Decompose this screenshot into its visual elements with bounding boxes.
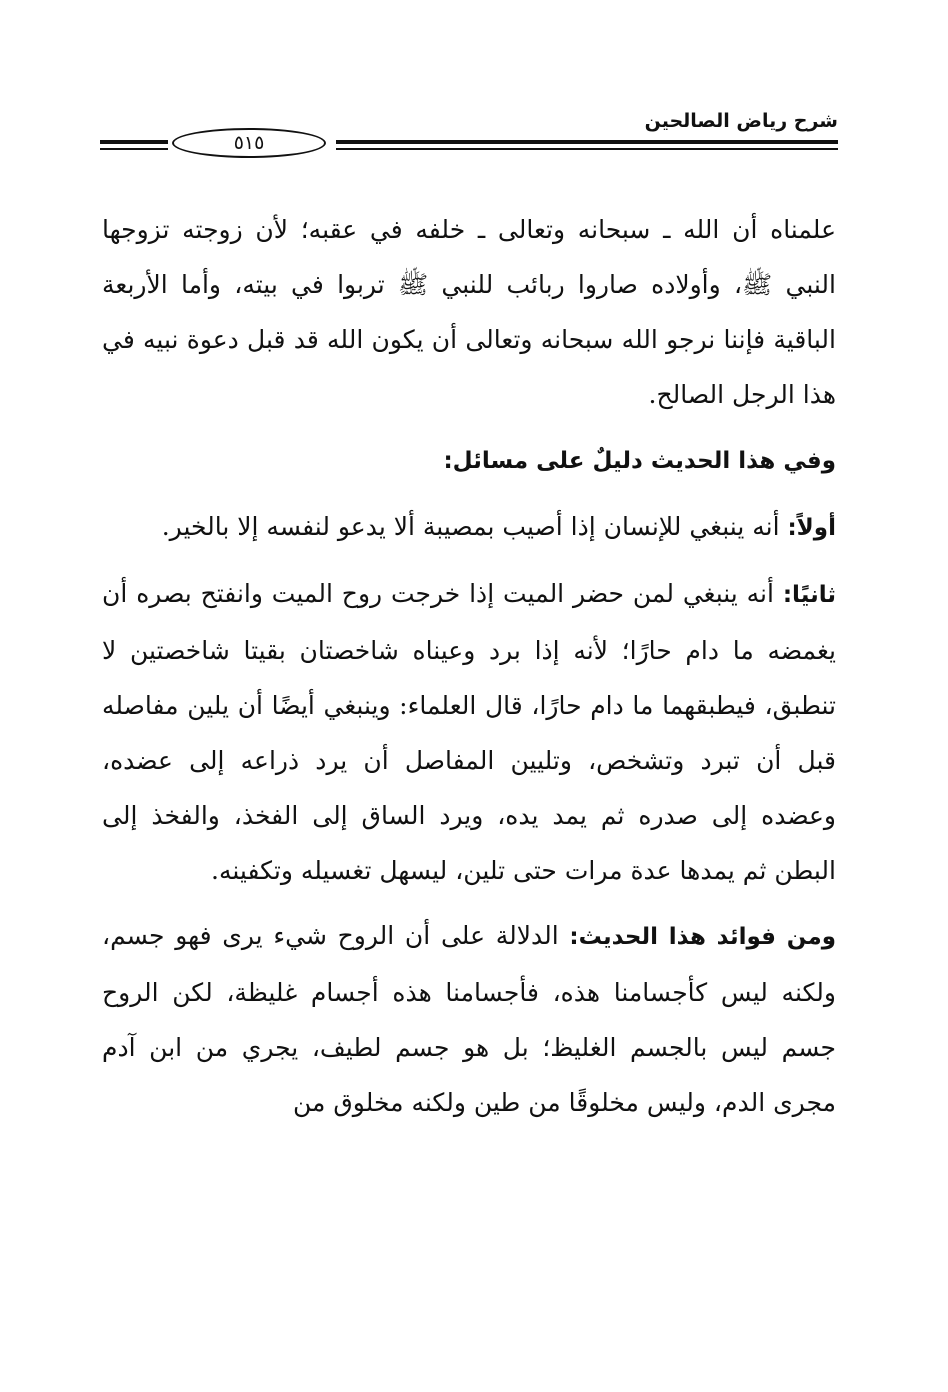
header-rule-right-thick: [336, 140, 838, 144]
paragraph-2: [102, 432, 836, 489]
body-text: [102, 202, 836, 1140]
running-header: [100, 108, 838, 158]
paragraph-3-text: أنه ينبغي للإنسان إذا أصيب بمصيبة ألا يدعو لنفسه إلا بالخير.: [161, 512, 788, 541]
header-rule-left-thin: [100, 148, 168, 150]
paragraph-5-text: الدلالة على أن الروح شيء يرى فهو جسم، ولكنه ليس كأجسامنا هذه، فأجسامنا هذه أجسام غليظة، لكن الروح جسم ليس بالجسم الغليظ؛ بل هو جسم لطيف، يجري من ابن آدم مجرى الدم، وليس مخلوقًا من طين ولكنه مخلوق من: [102, 921, 836, 1117]
paragraph-1-text: علمناه أن الله ـ سبحانه وتعالى ـ خلفه في عقبه؛ لأن زوجته تزوجها النبي ﷺ، وأولاده صاروا ربائب للنبي ﷺ تربوا في بيته، وأما الأربعة الباقية فإننا نرجو الله سبحانه وتعالى أن يكون الله قد قبل دعوة نبيه في هذا الرجل الصالح.: [102, 215, 836, 409]
running-title: شرح رياض الصالحين: [644, 110, 838, 132]
paragraph-4: [102, 566, 836, 898]
paragraph-3-lead: أولاً:: [787, 515, 836, 541]
paragraph-3: [102, 499, 836, 556]
header-rule-right-thin: [336, 148, 838, 150]
paragraph-5: [102, 908, 836, 1130]
header-rule-left-thick: [100, 140, 168, 144]
page-number-badge: ٥١٥: [172, 128, 326, 158]
paragraph-1: [102, 202, 836, 422]
paragraph-4-lead: ثانيًا:: [782, 582, 836, 608]
paragraph-5-lead: ومن فوائد هذا الحديث:: [569, 924, 836, 950]
paragraph-4-text: أنه ينبغي لمن حضر الميت إذا خرجت روح الميت وانفتح بصره أن يغمضه ما دام حارًا؛ لأنه إذا برد وعيناه شاخصتان بقيتا شاخصتين لا تنطبق، فيطبقهما ما دام حارًا، قال العلماء: وينبغي أيضًا أن يلين مفاصله قبل أن تبرد وتشخص، وتليين المفاصل أن يرد ذراعه إلى عضده، وعضده إلى صدره ثم يمد يده، ويرد الساق إلى الفخذ، والفخذ إلى البطن ثم يمدها عدة مرات حتى تلين، ليسهل تغسيله وتكفينه.: [102, 579, 837, 885]
paragraph-2-heading: وفي هذا الحديث دليلٌ على مسائل:: [443, 448, 836, 474]
